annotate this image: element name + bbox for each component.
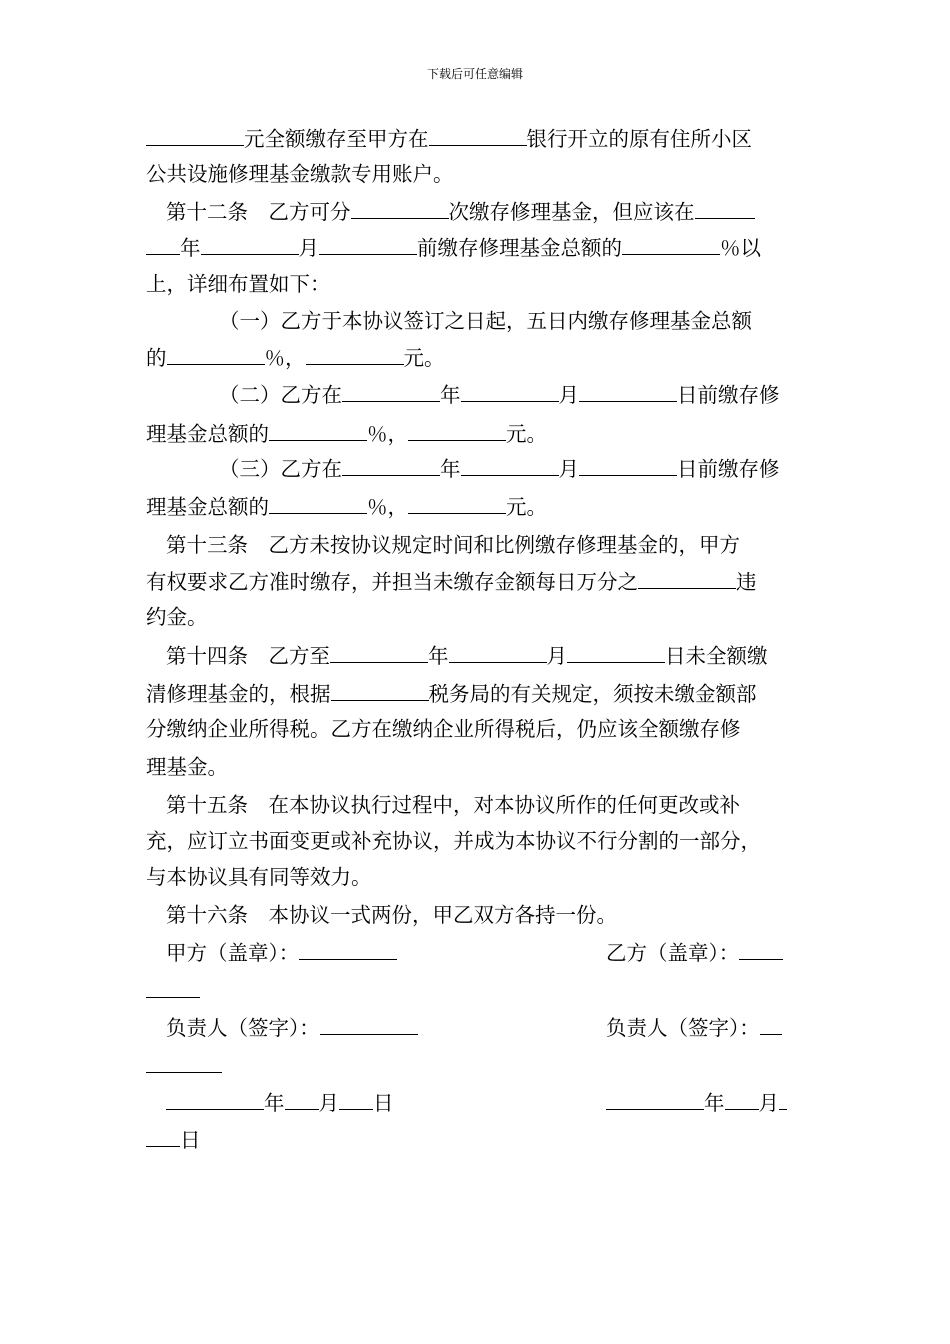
article-14-line-1 (166, 641, 768, 670)
blank-field (146, 124, 244, 146)
article-14-line-2 (146, 679, 757, 708)
article-15-line-1: 第十五条 在本协议执行过程中，对本协议所作的任何更改或补 (166, 793, 740, 817)
blank-field (269, 419, 367, 441)
text-segment: ％， (367, 495, 408, 519)
text-segment: ％， (367, 422, 408, 446)
blank-field (351, 197, 449, 219)
blank-field (167, 343, 265, 365)
text-segment: 税务局的有关规定，须按未缴金额部 (428, 682, 757, 706)
text-segment: 月 (558, 383, 579, 407)
text-segment: 月 (546, 644, 567, 668)
date-a-day-blank (339, 1088, 373, 1110)
text-segment: 元。 (403, 346, 445, 370)
blank-field (567, 641, 665, 663)
text-segment: 月 (558, 457, 579, 481)
text-segment: 前缴存修理基金总额的 (417, 236, 622, 260)
date-b-day-blank-cont (146, 1125, 180, 1147)
clause-3-line-1 (219, 454, 780, 483)
blank-field (306, 343, 404, 365)
blank-field (622, 233, 720, 255)
doc-line-1 (146, 124, 752, 153)
blank-field (449, 641, 547, 663)
date-a-year-blank (166, 1088, 264, 1110)
clause-1-line-1: （一）乙方于本协议签订之日起，五日内缴存修理基金总额 (219, 309, 752, 333)
year-label: 年 (704, 1091, 725, 1115)
article-14-line-3: 分缴纳企业所得税。乙方在缴纳企业所得税后，仍应该全额缴存修 (146, 717, 741, 741)
article-14-line-4: 理基金。 (146, 755, 228, 779)
party-a-seal (166, 938, 397, 967)
date-b-day-blank (779, 1088, 787, 1110)
blank-field (408, 419, 506, 441)
blank-field (269, 492, 367, 514)
blank-field (638, 567, 736, 589)
article-12-line-2 (146, 233, 761, 262)
text-segment: 年 (180, 236, 201, 260)
text-segment: 年 (428, 644, 449, 668)
text-segment: 有权要求乙方准时缴存，并担当未缴存金额每日万分之 (146, 570, 638, 594)
article-12-line-3: 上，详细布置如下： (146, 272, 331, 296)
person-b-signature-continuation (146, 1051, 222, 1080)
text-segment: 元全额缴存至甲方在 (244, 127, 429, 151)
date-b-continuation (146, 1125, 201, 1154)
text-segment: 年 (440, 383, 461, 407)
person-b-signature-blank-cont (146, 1051, 222, 1073)
article-13-line-3: 约金。 (146, 605, 208, 629)
party-b-label: 乙方（盖章）： (606, 941, 740, 965)
blank-field (579, 454, 677, 476)
party-a-label: 甲方（盖章）： (166, 941, 300, 965)
text-segment: 元。 (506, 422, 547, 446)
blank-field (342, 454, 440, 476)
text-segment: 的 (146, 346, 167, 370)
text-segment: 年 (440, 457, 461, 481)
clause-1-line-2 (146, 343, 445, 372)
month-label: 月 (758, 1091, 779, 1115)
text-segment: 理基金总额的 (146, 495, 269, 519)
date-b (606, 1088, 787, 1117)
text-segment: 第十四条 乙方至 (166, 644, 330, 668)
article-15-line-3: 与本协议具有同等效力。 (146, 865, 372, 889)
blank-field (331, 679, 429, 701)
day-label: 日 (373, 1091, 394, 1115)
article-13-line-1: 第十三条 乙方未按协议规定时间和比例缴存修理基金的，甲方 (166, 533, 740, 557)
blank-field (461, 380, 559, 402)
party-b-seal-blank-cont (146, 976, 200, 998)
text-segment: 元。 (506, 495, 547, 519)
party-b-seal-continuation (146, 976, 200, 1005)
text-segment: 日前缴存修 (677, 457, 780, 481)
blank-field (330, 641, 428, 663)
article-13-line-2 (146, 567, 757, 596)
blank-field (201, 233, 299, 255)
person-b-label: 负责人（签字）： (606, 1016, 760, 1040)
text-segment: 违 (736, 570, 757, 594)
party-a-seal-blank (299, 938, 397, 960)
blank-field (461, 454, 559, 476)
party-b-seal (606, 938, 783, 967)
article-12-line-1 (166, 197, 755, 226)
page-header: 下载后可任意编辑 (426, 67, 523, 81)
article-15-line-2: 充，应订立书面变更或补充协议，并成为本协议不行分割的一部分， (146, 829, 761, 853)
text-segment: 理基金总额的 (146, 422, 269, 446)
blank-field (579, 380, 677, 402)
date-a-month-blank (285, 1088, 319, 1110)
blank-field (429, 124, 527, 146)
text-segment: （三）乙方在 (219, 457, 342, 481)
clause-3-line-2 (146, 492, 547, 521)
text-segment: ％， (264, 346, 306, 370)
text-segment: 日未全额缴 (665, 644, 768, 668)
date-b-month-blank (725, 1088, 759, 1110)
clause-2-line-2 (146, 419, 547, 448)
blank-field (319, 233, 417, 255)
blank-field (146, 233, 180, 255)
clause-2-line-1 (219, 380, 780, 409)
date-a (166, 1088, 394, 1117)
text-segment: （二）乙方在 (219, 383, 342, 407)
month-label: 月 (318, 1091, 339, 1115)
text-segment: 银行开立的原有住所小区 (526, 127, 752, 151)
text-segment: 次缴存修理基金，但应该在 (448, 200, 695, 224)
text-segment: 清修理基金的，根据 (146, 682, 331, 706)
text-segment: 月 (298, 236, 319, 260)
party-b-seal-blank (739, 938, 783, 960)
doc-line-2: 公共设施修理基金缴款专用账户。 (146, 162, 454, 186)
blank-field (342, 380, 440, 402)
person-b-signature-blank (760, 1013, 782, 1035)
blank-field (695, 197, 755, 219)
person-b-signature (606, 1013, 782, 1042)
text-segment: ％以 (720, 236, 761, 260)
blank-field (408, 492, 506, 514)
day-label: 日 (180, 1128, 201, 1152)
person-a-signature-blank (320, 1013, 418, 1035)
text-segment: 第十二条 乙方可分 (166, 200, 351, 224)
person-a-signature (166, 1013, 418, 1042)
date-b-year-blank (606, 1088, 704, 1110)
person-a-label: 负责人（签字）： (166, 1016, 320, 1040)
article-16-line: 第十六条 本协议一式两份，甲乙双方各持一份。 (166, 903, 617, 927)
text-segment: 日前缴存修 (677, 383, 780, 407)
year-label: 年 (264, 1091, 285, 1115)
